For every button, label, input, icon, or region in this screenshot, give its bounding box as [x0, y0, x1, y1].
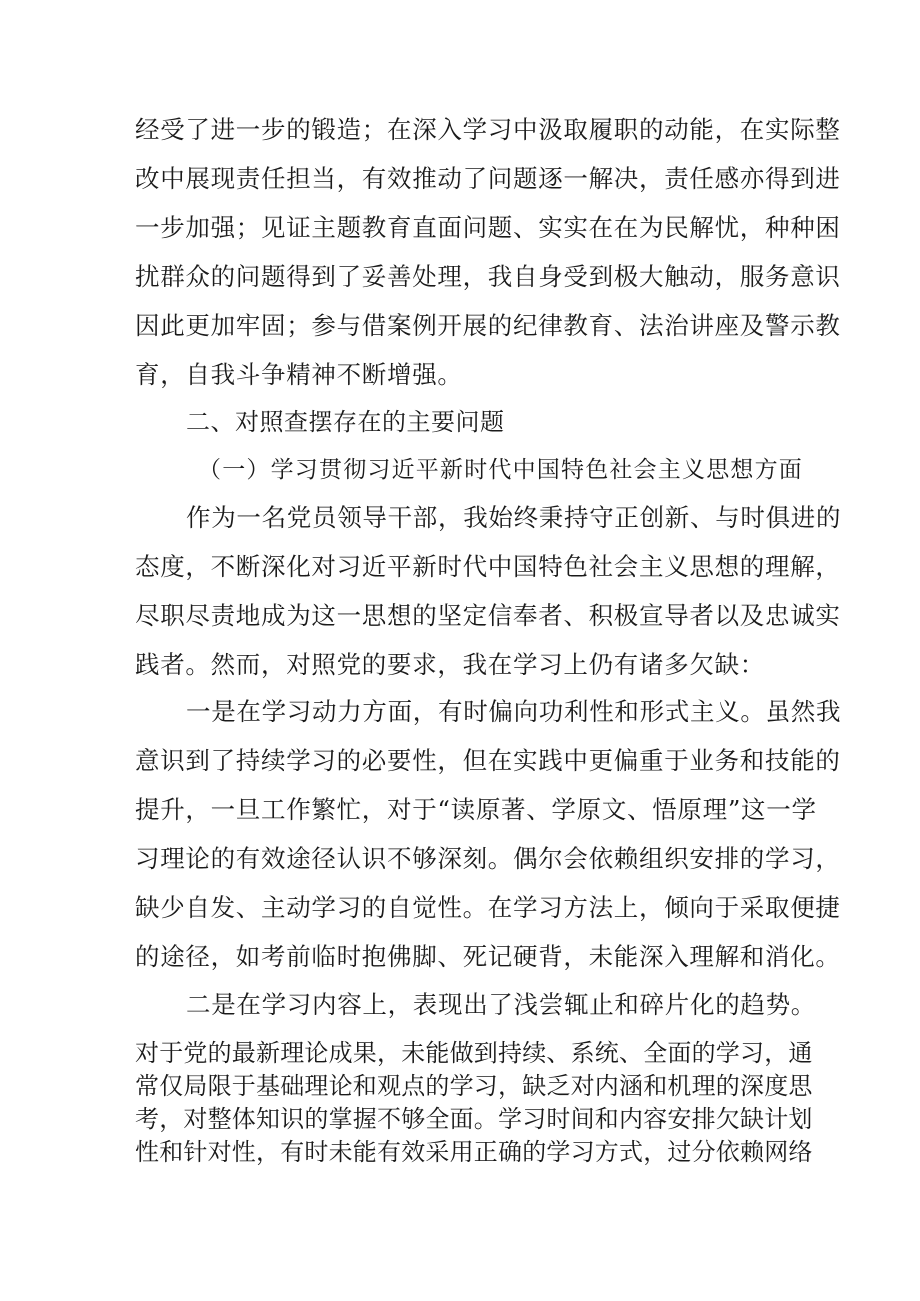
text-line: 性和针对性，有时未能有效采用正确的学习方式，过分依赖网络 [135, 1138, 813, 1166]
text-line: 一是在学习动力方面，有时偏向功利性和形式主义。虽然我 [186, 697, 842, 726]
text-line: 经受了进一步的锻造；在深入学习中汲取履职的动能，在实际整 [135, 115, 841, 144]
text-line: 践者。然而，对照党的要求，我在学习上仍有诸多欠缺： [135, 650, 765, 679]
text-line: 扰群众的问题得到了妥善处理，我自身受到极大触动，服务意识 [135, 262, 841, 291]
text-line: 一步加强；见证主题教育直面问题、实实在在为民解忧，种种困 [135, 213, 841, 242]
text-line: 习理论的有效途径认识不够深刻。偶尔会依赖组织安排的学习， [135, 844, 841, 873]
text-line: 缺少自发、主动学习的自觉性。在学习方法上，倾向于采取便捷 [135, 893, 841, 922]
text-line: 育，自我斗争精神不断增强。 [135, 360, 463, 389]
text-line: 尽职尽责地成为这一思想的坚定信奉者、积极宣导者以及忠诚实 [135, 601, 841, 630]
text-line: 二是在学习内容上，表现出了浅尝辄止和碎片化的趋势。 [186, 990, 816, 1019]
text-line: 考，对整体知识的掌握不够全面。学习时间和内容安排欠缺计划 [135, 1105, 813, 1133]
text-line: 因此更加牢固；参与借案例开展的纪律教育、法治讲座及警示教 [135, 311, 841, 340]
section-heading: 二、对照查摆存在的主要问题 [186, 408, 505, 436]
text-line: 对于党的最新理论成果，未能做到持续、系统、全面的学习，通 [135, 1039, 813, 1067]
text-line: 改中展现责任担当，有效推动了问题逐一解决，责任感亦得到进 [135, 164, 841, 193]
text-line: 态度，不断深化对习近平新时代中国特色社会主义思想的理解， [135, 552, 841, 581]
text-line: 意识到了持续学习的必要性，但在实践中更偏重于业务和技能的 [135, 746, 841, 775]
text-line: 的途径，如考前临时抱佛脚、死记硬背，未能深入理解和消化。 [135, 942, 841, 971]
text-line: 提升，一旦工作繁忙，对于“读原著、学原文、悟原理”这一学 [135, 795, 817, 824]
text-line: 常仅局限于基础理论和观点的学习，缺乏对内涵和机理的深度思 [135, 1072, 813, 1100]
subsection-heading: （一）学习贯彻习近平新时代中国特色社会主义思想方面 [198, 457, 803, 483]
text-line: 作为一名党员领导干部，我始终秉持守正创新、与时俱进的 [186, 503, 842, 532]
